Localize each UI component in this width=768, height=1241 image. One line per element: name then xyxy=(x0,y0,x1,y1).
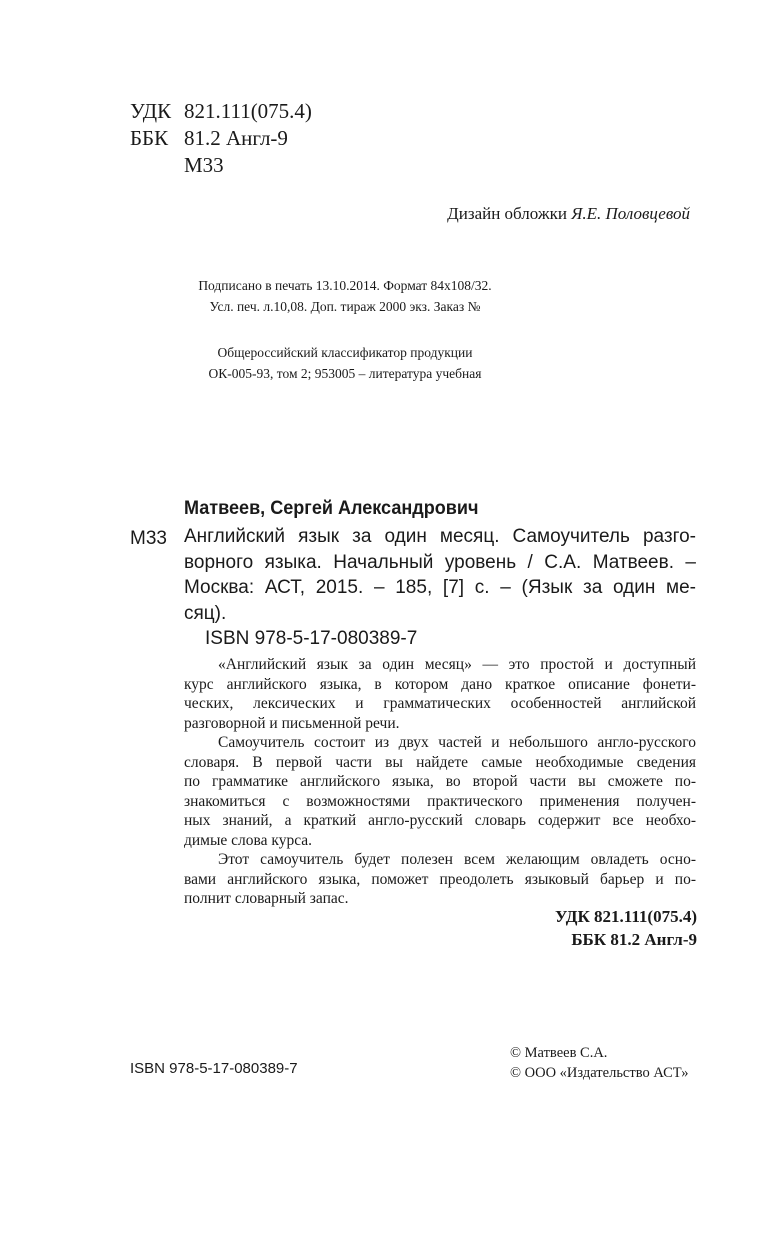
annotation-line: курс английского языка, в котором дано краткое описание фонети- xyxy=(184,675,696,693)
copyright-publisher: © ООО «Издательство АСТ» xyxy=(510,1065,689,1081)
bbk-line xyxy=(130,125,288,152)
annotation-line: Самоучитель состоит из двух частей и небольшого англо-русского xyxy=(218,734,696,751)
bbk-label: ББК xyxy=(130,126,169,150)
biblio-line: ворного языка. Начальный уровень / С.А. Матвеев. – xyxy=(184,551,696,573)
udk-label: УДК xyxy=(130,99,172,123)
udk-value: 821.111(075.4) xyxy=(184,99,312,123)
isbn-record: ISBN 978-5-17-080389-7 xyxy=(205,628,418,649)
bottom-udk: УДК 821.111(075.4) xyxy=(555,907,697,926)
biblio-line: сяц). xyxy=(184,602,227,624)
annotation-line: разговорной и письменной речи. xyxy=(184,714,400,732)
print-info-line-2: Усл. печ. л.10,08. Доп. тираж 2000 экз. Заказ № xyxy=(209,299,481,314)
annotation-line: димые слова курса. xyxy=(184,831,313,849)
annotation xyxy=(184,655,696,909)
okp-line-2: ОК-005-93, том 2; 953005 – литература учебная xyxy=(208,366,482,381)
annotation-line: ческих, лексических и грамматических особенностей английской xyxy=(184,695,696,712)
designer-name: Я.Е. Половцевой xyxy=(571,204,690,223)
bottom-bbk: ББК 81.2 Англ-9 xyxy=(571,930,697,949)
annotation-line: вами английского языка, поможет преодолеть языковый барьер и по- xyxy=(184,870,696,888)
annotation-line: по грамматике английского языка, во второй части вы сможете по- xyxy=(184,773,696,790)
annotation-line: ных знаний, а краткий англо-русский словарь содержит все необхо- xyxy=(184,812,696,829)
copyright-block xyxy=(510,1043,688,1083)
author-heading: Матвеев, Сергей Александрович xyxy=(184,498,479,519)
udk-line xyxy=(130,98,312,125)
biblio-line: Москва: АСТ, 2015. – 185, [7] с. – (Язык за один ме- xyxy=(184,577,696,598)
cover-design-credit xyxy=(0,204,690,224)
annotation-line: знакомиться с возможностями практического применения получен- xyxy=(184,792,696,810)
bottom-codes xyxy=(0,905,697,951)
biblio-line: Английский язык за один месяц. Самоучитель разго- xyxy=(184,526,696,547)
annotation-line: полнит словарный запас. xyxy=(184,890,349,907)
print-info-line-1: Подписано в печать 13.10.2014. Формат 84х108/32. xyxy=(198,278,492,293)
footer-isbn: ISBN 978-5-17-080389-7 xyxy=(130,1060,298,1077)
author-mark-top: М33 xyxy=(184,153,224,177)
bbk-value: 81.2 Англ-9 xyxy=(184,126,288,150)
annotation-line: словаря. В первой части вы найдете самые необходимые сведения xyxy=(184,753,696,771)
bibliographic-description xyxy=(184,524,696,626)
copyright-author: © Матвеев С.А. xyxy=(510,1045,608,1061)
annotation-line: «Английский язык за один месяц» — это простой и доступный xyxy=(218,656,696,673)
author-mark: М33 xyxy=(130,528,167,549)
okp-line-1: Общероссийский классификатор продукции xyxy=(217,345,473,360)
annotation-line: Этот самоучитель будет полезен всем желающим овладеть осно- xyxy=(218,851,696,868)
design-prefix: Дизайн обложки xyxy=(447,204,572,223)
